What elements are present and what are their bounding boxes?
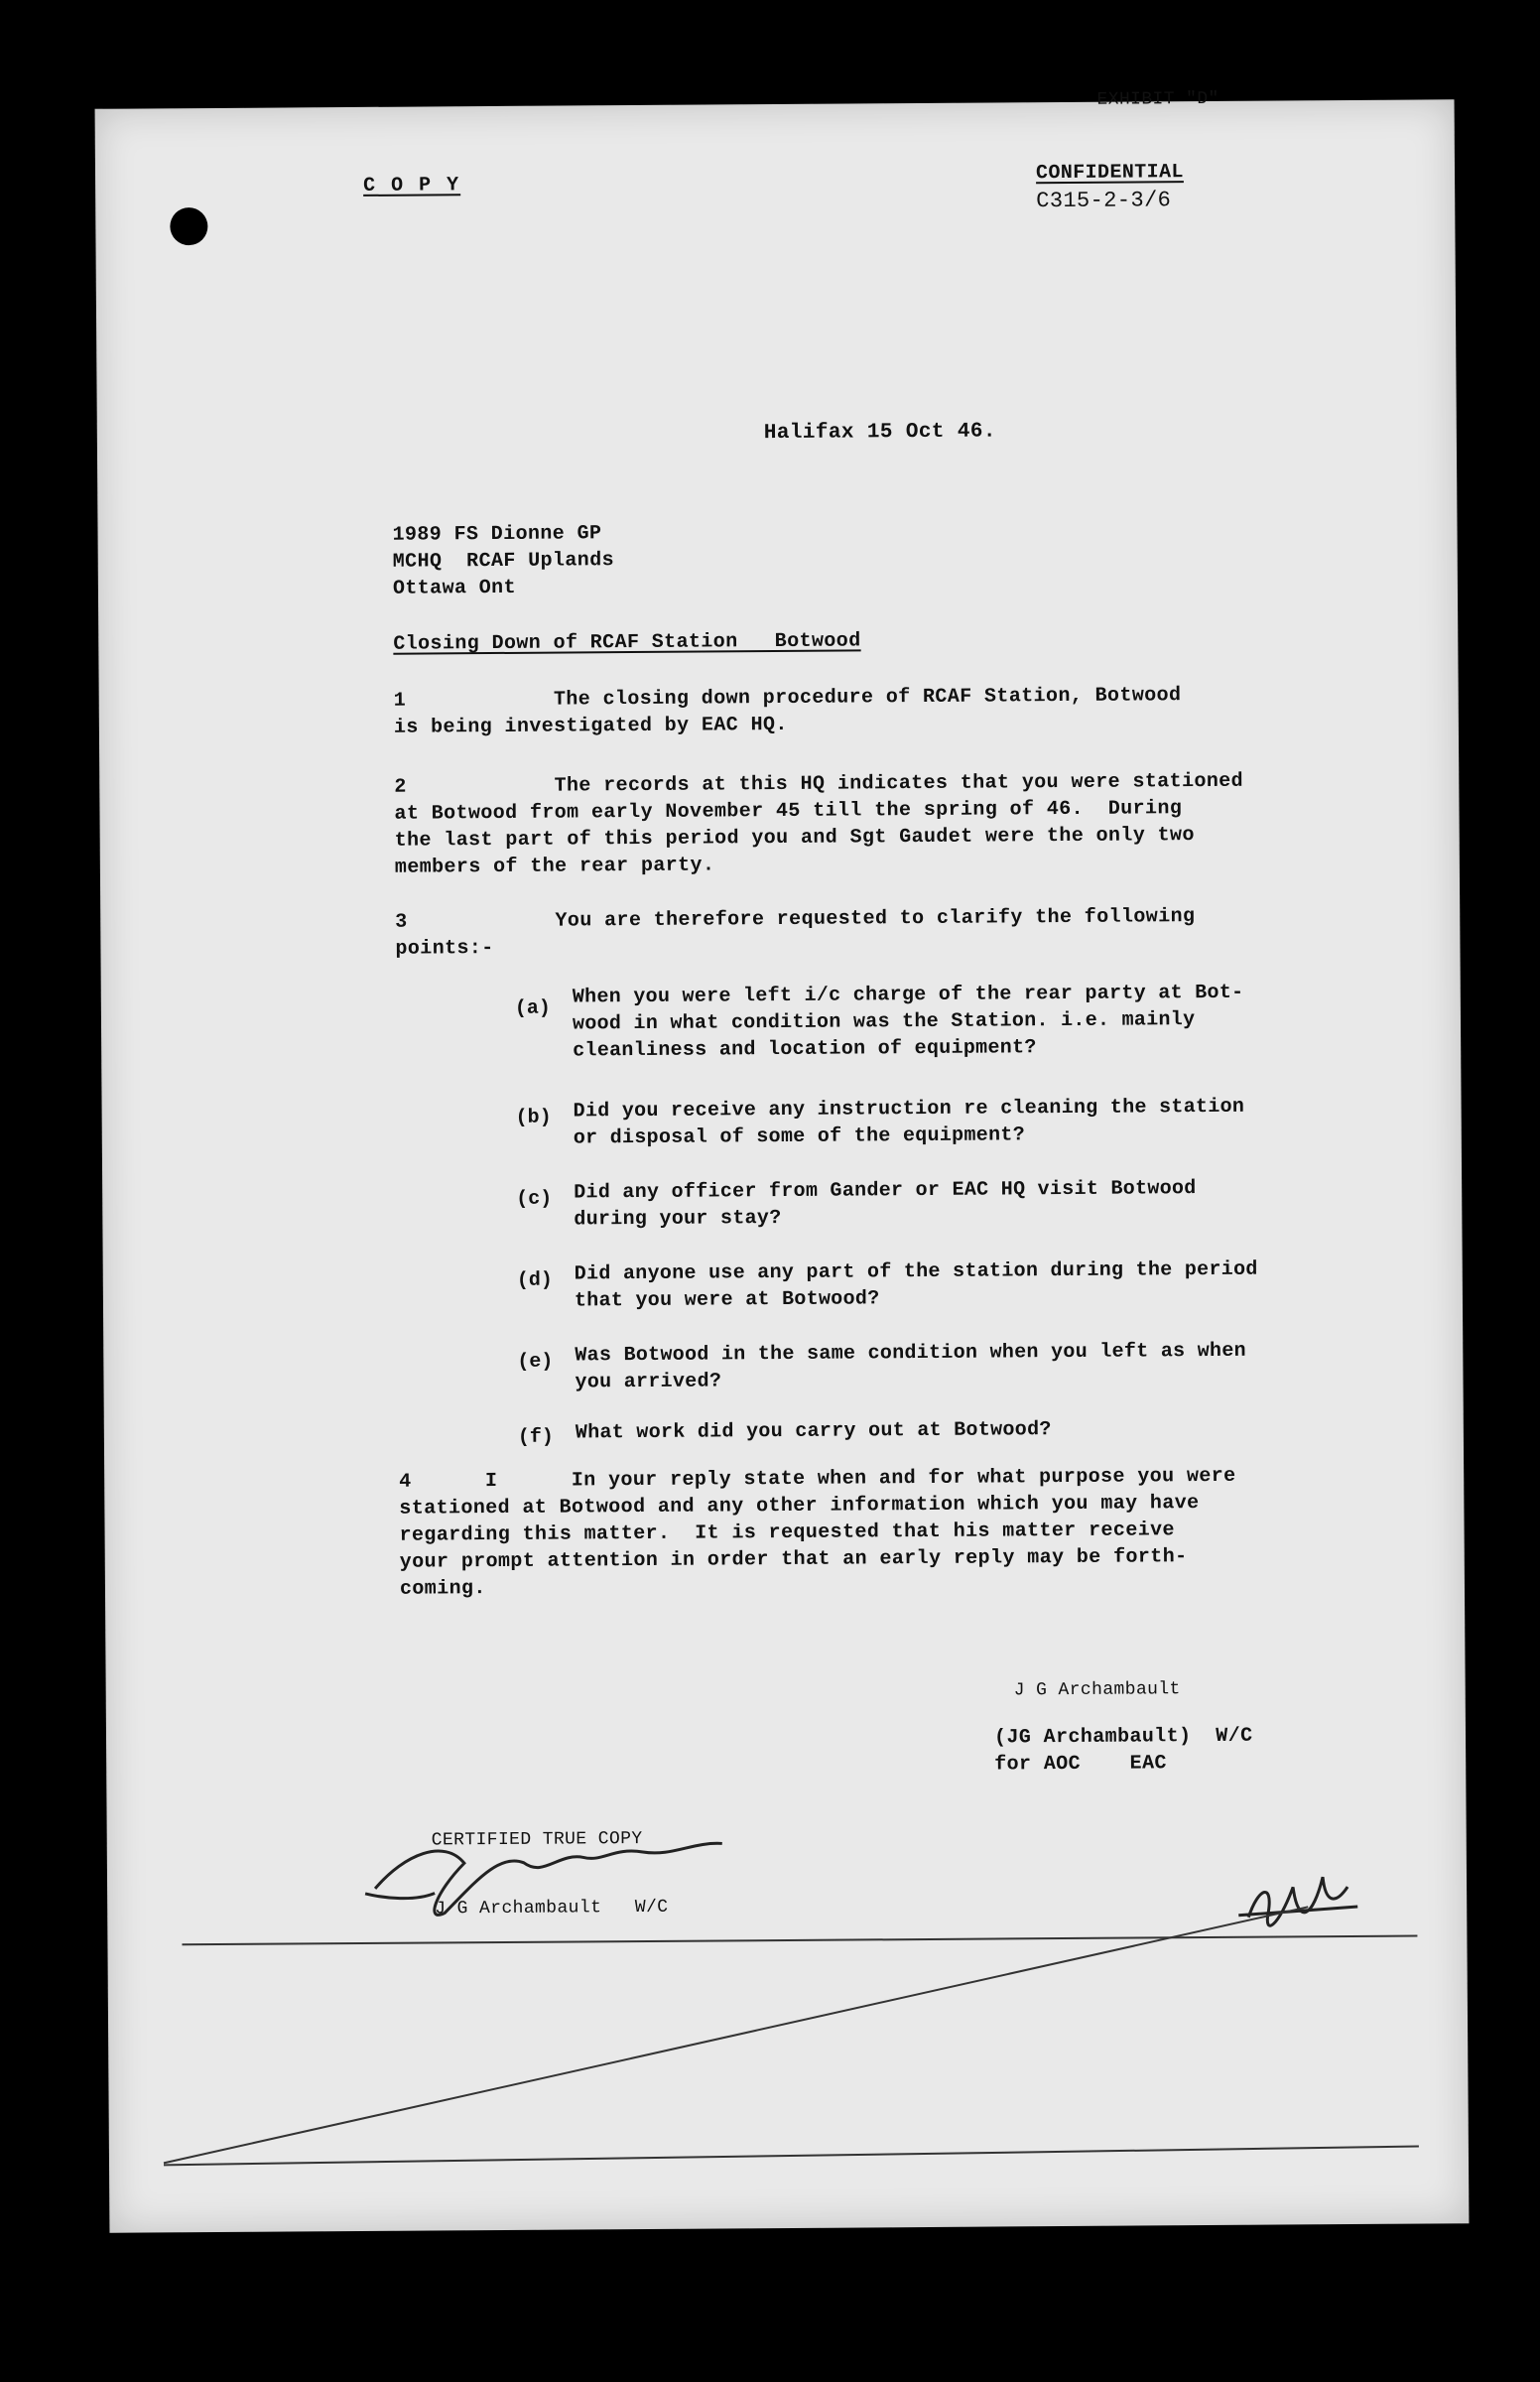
certified-copy-label: CERTIFIED TRUE COPY [431,1828,643,1851]
subject-line: Closing Down of RCAF Station Botwood [393,629,861,656]
item-b-text: Did you receive any instruction re cleaning the station or disposal of some of the equipment? [573,1095,1245,1150]
date-line: Halifax 15 Oct 46. [763,420,996,446]
signatory-for-line: for AOC EAC [994,1752,1167,1777]
certifier-name-rank: J G Archambault W/C [435,1897,669,1919]
item-c-text: Did any officer from Gander or EAC HQ visit Botwood during your stay? [574,1177,1197,1232]
item-f-letter: (f) [517,1425,554,1449]
item-f-text: What work did you carry out at Botwood? [575,1418,1052,1445]
item-d-text: Did anyone use any part of the station during the period that you were at Botwood? [574,1257,1258,1313]
item-c-letter: (c) [516,1187,553,1211]
classification-label: CONFIDENTIAL [1035,161,1184,186]
paragraph-4-text: I In your reply state when and for what purpose you were stationed at Botwood and any other information which you may have regarding this matter. It is requested that his matter receive your prompt attention in order that an early reply may be forth- coming. [399,1464,1236,1601]
item-a-letter: (a) [514,996,551,1020]
paragraph-3-number: 3 [395,910,408,934]
item-e-letter: (e) [517,1350,554,1374]
item-e-text: Was Botwood in the same condition when you left as when you arrived? [575,1339,1247,1394]
handwritten-signature [365,1843,722,1916]
item-b-letter: (b) [515,1106,552,1129]
file-reference: C315-2-3/6 [1036,188,1172,214]
address-line-2: MCHQ RCAF Uplands [392,549,615,574]
item-a-text: When you were left i/c charge of the rear party at Bot- wood in what condition was the Station. i.e. mainly cleanliness and location of equipment? [572,981,1244,1063]
paragraph-4-number: 4 [399,1470,412,1494]
exhibit-label: EXHIBIT "D" [1096,88,1219,110]
item-d-letter: (d) [516,1268,553,1292]
copy-heading: C O P Y [363,174,461,198]
upper-rule [182,1936,1417,1945]
address-line-3: Ottawa Ont [392,576,517,600]
paragraph-1-number: 1 [393,689,407,713]
diagonal-strike [162,1907,1310,2163]
paragraph-3-text: You are therefore requested to clarify the following points:- [395,905,1196,961]
paragraph-1-text: The closing down procedure of RCAF Station, Botwood is being investigated by EAC HQ. [393,684,1182,739]
paragraph-2-text: The records at this HQ indicates that you were stationed at Botwood from early November 45 till the spring of 46. During the last part of this period you and Sgt Gaudet were the only two members of the rear party. [394,769,1244,879]
document-page [95,88,1470,2233]
lower-rule [164,2147,1419,2166]
address-line-1: 1989 FS Dionne GP [392,522,602,547]
signatory-name-rank: (JG Archambault) W/C [993,1724,1253,1750]
typed-signature-name: J G Archambault [1013,1679,1181,1701]
paragraph-2-number: 2 [394,775,407,799]
handwriting-layer [95,99,1470,2233]
